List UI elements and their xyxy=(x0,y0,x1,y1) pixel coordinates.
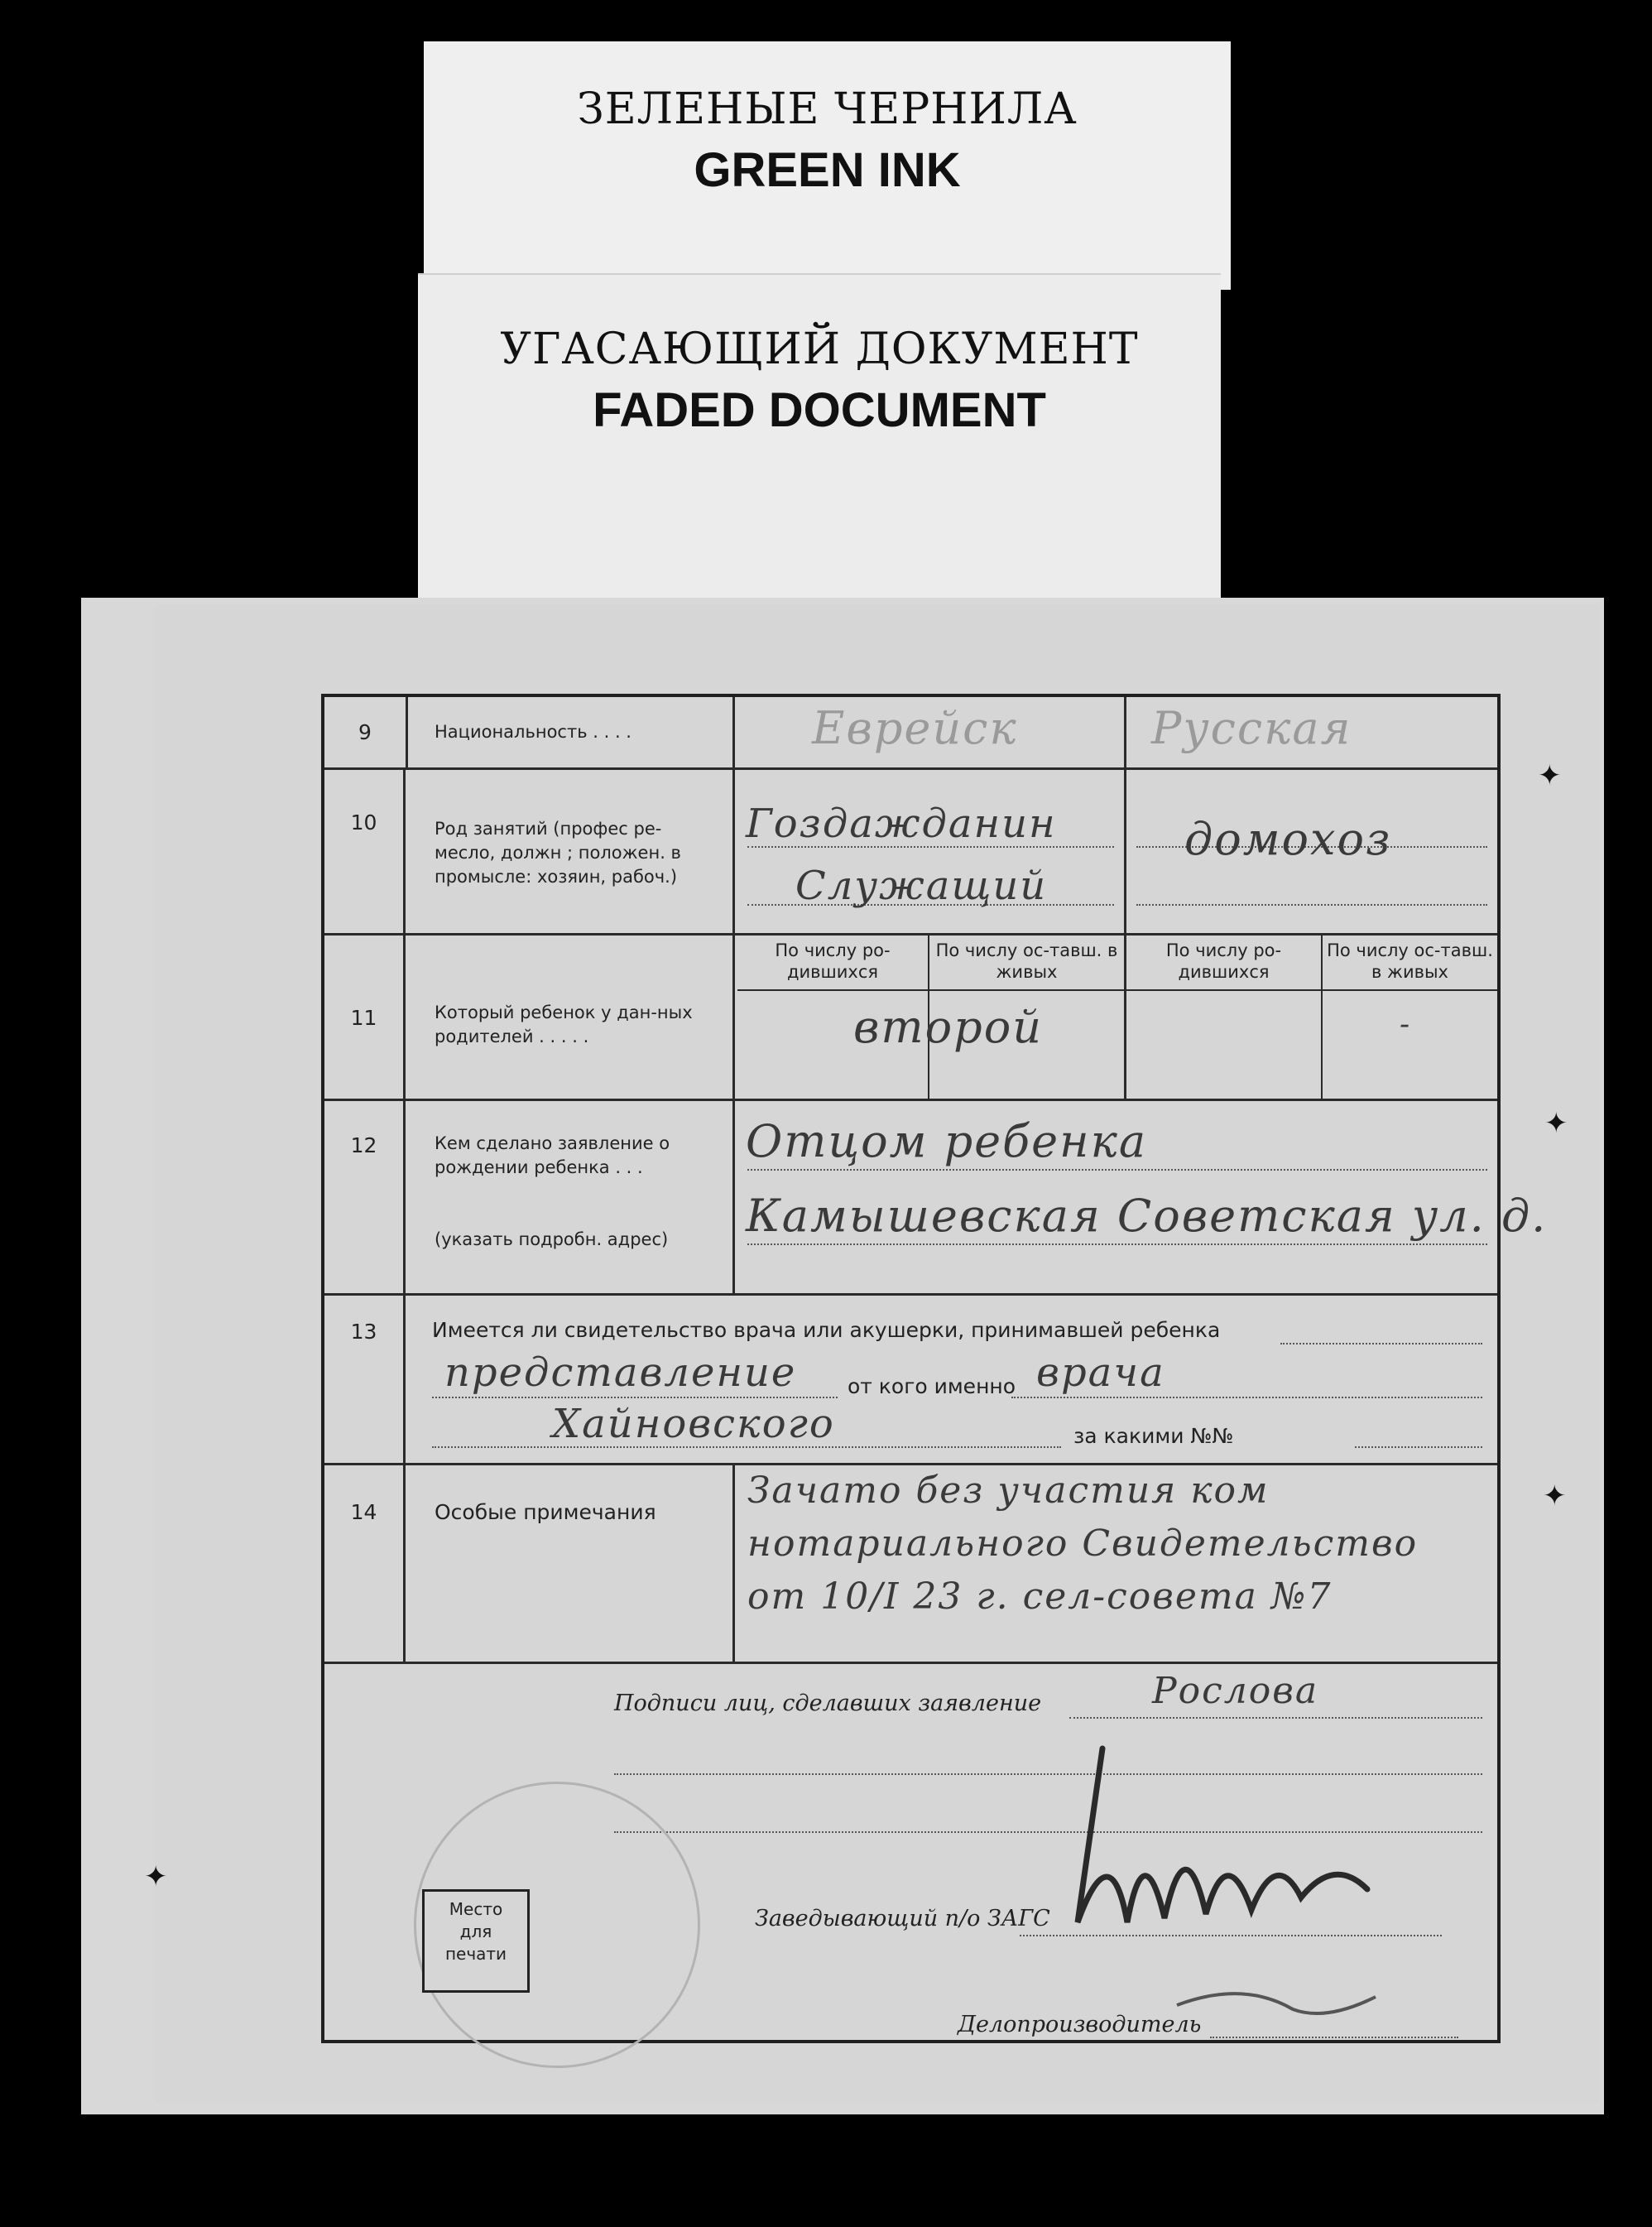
handwritten-value: Отцом ребенка xyxy=(746,1115,1148,1167)
head-signature-scribble xyxy=(1053,1732,1400,2047)
mother-column xyxy=(1126,933,1497,1099)
row-label: Национальность . . . . xyxy=(408,697,735,767)
row-label: Особые примечания xyxy=(408,1463,735,1662)
row-label: Который ребенок у дан-ных родителей . . . . . xyxy=(408,933,735,1099)
faded-doc-en: FADED DOCUMENT xyxy=(593,383,1046,437)
green-ink-en: GREEN INK xyxy=(694,143,961,197)
handwritten-value: нотариального Свидетельство xyxy=(747,1522,1419,1565)
handwritten-value: второй xyxy=(853,1001,1044,1053)
mother-column xyxy=(1126,697,1497,767)
clerk-label: Делопроизводитель xyxy=(958,2012,1202,2037)
punch-hole-icon: ✦ xyxy=(144,1860,168,1893)
row-number: 14 xyxy=(324,1463,406,1662)
row-label xyxy=(408,1099,735,1293)
handwritten-signature: Рослова xyxy=(1152,1670,1319,1712)
handwritten-value: от 10/I 23 г. сел-совета №7 xyxy=(747,1575,1333,1618)
registry-form xyxy=(321,694,1548,2043)
green-ink-notice xyxy=(424,41,1231,290)
row-number: 11 xyxy=(324,933,406,1099)
mother-column xyxy=(1126,767,1497,933)
green-ink-ru: ЗЕЛЕНЫЕ ЧЕРНИЛА xyxy=(577,84,1078,134)
subheader-alive: По числу ос-тавш. в живых xyxy=(1323,933,1497,991)
punch-hole-icon: ✦ xyxy=(1543,1479,1567,1513)
subheader-born: По числу ро-дившихся xyxy=(1126,933,1321,991)
father-column xyxy=(737,933,1126,1099)
applicants-signature-label: Подписи лиц, сделавших заявление xyxy=(614,1691,1042,1716)
document-sheet xyxy=(144,604,1600,2103)
row-number: 13 xyxy=(324,1293,406,1463)
certificate-question: Имеется ли свидетельство врача или акушерки, принимавшей ребенка xyxy=(432,1318,1221,1342)
address-label: (указать подробн. адрес) xyxy=(435,1229,669,1249)
subheader-alive: По числу ос-тавш. в живых xyxy=(929,933,1124,991)
stamp-text: для xyxy=(459,1922,492,1941)
handwritten-value: Камышевская Советская ул. д. xyxy=(746,1190,1548,1242)
handwritten-value: домохоз xyxy=(1184,813,1392,865)
certificate-number-label: за какими №№ xyxy=(1073,1424,1234,1448)
row-declarant xyxy=(324,1099,1548,1296)
handwritten-value: Еврейск xyxy=(812,702,1018,754)
row-nationality xyxy=(324,697,1497,770)
handwritten-value: Служащий xyxy=(795,863,1048,909)
handwritten-value: Гоздажданин xyxy=(746,801,1057,847)
punch-hole-icon: ✦ xyxy=(1544,1107,1568,1140)
handwritten-value: представление xyxy=(444,1349,797,1396)
handwritten-value: врача xyxy=(1036,1349,1165,1396)
stamp-text: Место xyxy=(449,1899,503,1919)
handwritten-value: Русская xyxy=(1151,702,1352,754)
certificate-from-label: от кого именно xyxy=(848,1374,1016,1398)
row-label: Род занятий (профес ре-месло, должн ; положен. в промысле: хозяин, рабоч.) xyxy=(408,767,735,933)
declarant-label: Кем сделано заявление о рождении ребенка . . . xyxy=(435,1133,670,1177)
zags-head-label: Заведывающий п/о ЗАГС xyxy=(755,1906,1050,1931)
handwritten-value: Хайновского xyxy=(552,1401,835,1447)
handwritten-value: - xyxy=(1400,1008,1412,1041)
punch-hole-icon: ✦ xyxy=(1538,759,1562,792)
father-column xyxy=(737,697,1126,767)
row-child-order xyxy=(324,933,1497,1101)
handwritten-value: Зачато без участия ком xyxy=(747,1469,1270,1512)
declarant-value xyxy=(737,1099,1548,1293)
row-number: 12 xyxy=(324,1099,406,1293)
row-number: 10 xyxy=(324,767,406,933)
remarks-value xyxy=(737,1463,1497,1662)
seal-placeholder-box xyxy=(422,1889,530,1993)
row-occupation xyxy=(324,767,1497,936)
father-column xyxy=(737,767,1126,933)
faded-document-notice xyxy=(418,273,1221,598)
row-certificate xyxy=(324,1293,1497,1465)
stamp-text: печати xyxy=(444,1944,507,1964)
row-number: 9 xyxy=(324,697,408,767)
faded-doc-ru: УГАСАЮЩИЙ ДОКУМЕНТ xyxy=(500,325,1139,374)
subheader-born: По числу ро-дившихся xyxy=(737,933,928,991)
row-remarks xyxy=(324,1463,1497,1664)
